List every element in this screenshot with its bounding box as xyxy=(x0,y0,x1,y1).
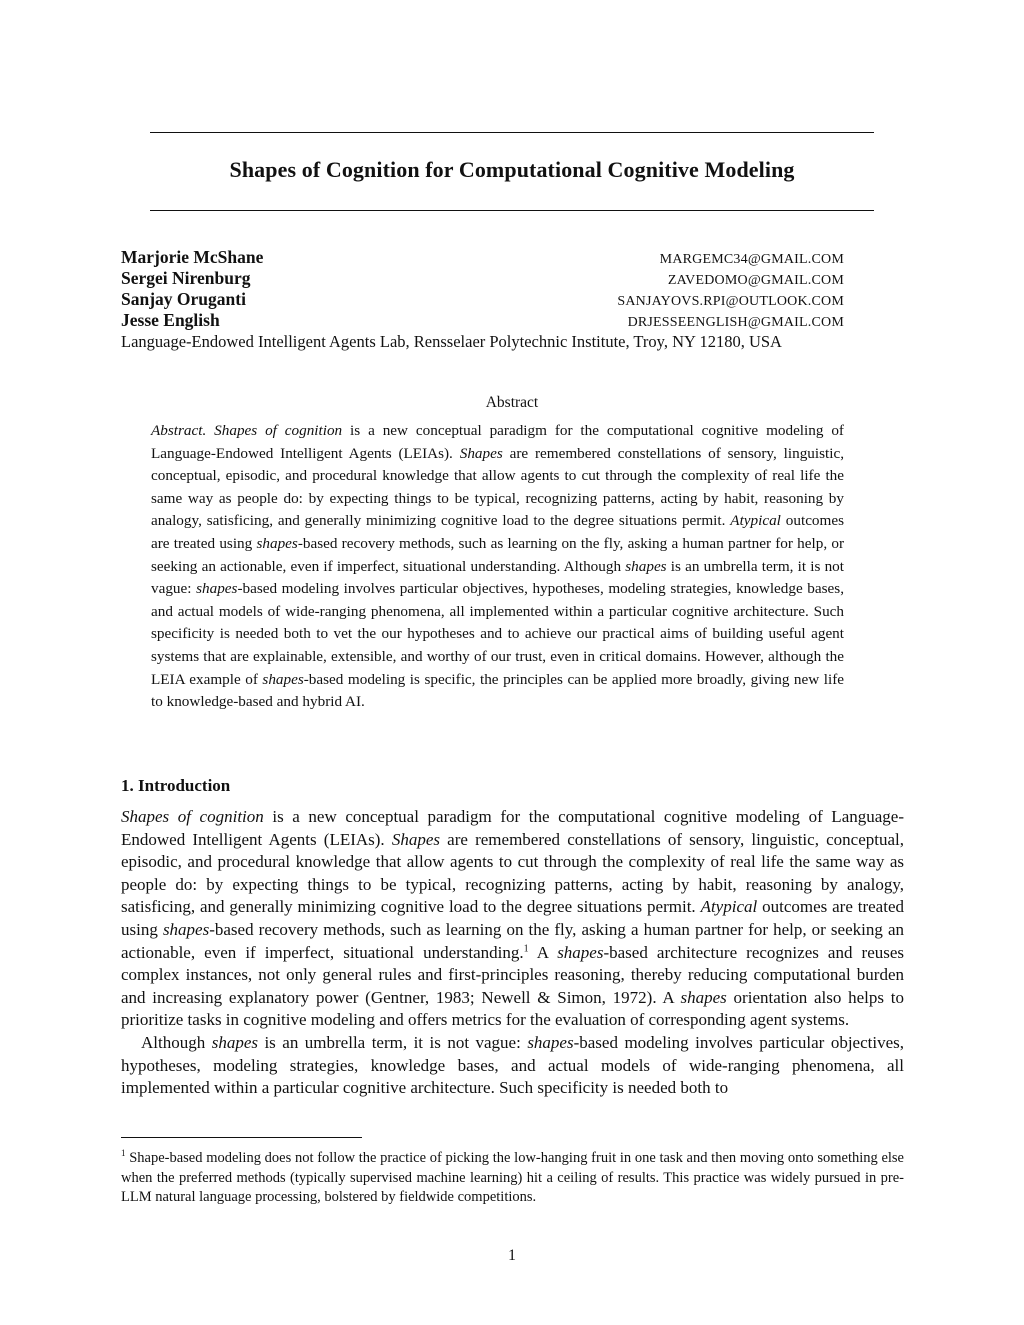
section-heading-introduction: 1. Introduction xyxy=(121,776,231,795)
affiliation: Language-Endowed Intelligent Agents Lab, Rensselaer Polytechnic Institute, Troy, NY 12180, USA xyxy=(121,332,782,351)
paper-title: Shapes of Cognition for Computational Cognitive Modeling xyxy=(229,157,795,182)
italic-text: Shapes of cognition xyxy=(121,807,264,826)
footnote-text: Shape-based modeling does not follow the practice of picking the low-hanging fruit in one task and then moving onto something else when the preferred methods (typically supervised machine learning) hit a ceiling of results. This practice was widely pursued in pre-LLM natural language processing, bolstered by fieldwide competitions. xyxy=(121,1150,904,1205)
title-top-rule xyxy=(150,132,874,133)
text-run: outcomes are treated using xyxy=(151,512,844,552)
author-email: MARGEMC34@GMAIL.COM xyxy=(659,252,844,267)
text-run: -based recovery methods, such as learning on the fly, asking a human partner for help, or seeking an actionable, even if imperfect, situational understanding. Although xyxy=(151,534,845,575)
author-row xyxy=(121,310,844,331)
italic-text: shapes xyxy=(196,580,238,598)
text-run: is a new conceptual paradigm for the computational cognitive modeling of Language-Endowed Intelligent Agents (LEIAs). xyxy=(151,422,844,462)
text-run: is an umbrella term, it is not vague: xyxy=(257,1032,528,1052)
text-run: A xyxy=(528,942,558,962)
text-run: -based architecture recognizes and reuses complex instances, not only general rules and first-principles reasoning, thereby reducing computational burden and increasing explanatory power (Gentner, 1983; Newell & Simon, 1972). A xyxy=(121,942,905,1007)
italic-text: Atypical xyxy=(730,512,781,530)
introduction-paragraph xyxy=(121,1032,904,1100)
author-email: ZAVEDOMO@GMAIL.COM xyxy=(667,273,844,288)
text-run: -based modeling involves particular objectives, hypotheses, modeling strategies, knowledge bases, and actual models of wide-ranging phenomena, all implemented within a particular cognitive architecture. Such specificity is needed both to vet the our hypotheses and to achieve our practical aims of building useful agent systems that are explainable, extensible, and worthy of our trust, even in critical domains. However, although the LEIA example of xyxy=(151,580,845,688)
text-run: -based modeling involves particular objectives, hypotheses, modeling strategies, knowledge bases, and actual models of wide-ranging phenomena, all implemented within a particular cognitive architecture. Such specificity is needed both to xyxy=(121,1032,904,1098)
italic-text: Atypical xyxy=(700,897,758,917)
text-run: are remembered constellations of sensory, linguistic, conceptual, episodic, and procedural knowledge that allow agents to cut through the complexity of real life the same way as people do: by expecting things to be typical, recognizing patterns, acting by habit, reasoning by analogy, satisficing, and generally minimizing cognitive load to the degree situations permit. xyxy=(121,829,904,917)
text-run: is an umbrella term, it is not vague: xyxy=(151,557,844,598)
italic-text: shapes xyxy=(557,942,604,962)
author-name: Sanjay Oruganti xyxy=(121,289,246,309)
author-row xyxy=(121,268,844,289)
page-number: 1 xyxy=(508,1247,516,1264)
italic-text: shapes xyxy=(211,1032,258,1052)
footnote xyxy=(121,1149,904,1208)
introduction-body xyxy=(121,806,904,1100)
author-name: Marjorie McShane xyxy=(121,247,264,267)
abstract-body xyxy=(151,420,844,714)
title-bottom-rule xyxy=(150,210,874,211)
text-run: -based modeling is specific, the principles can be applied more broadly, giving new life to knowledge-based and hybrid AI. xyxy=(151,670,844,711)
author-name: Jesse English xyxy=(121,310,220,330)
text-run: outcomes are treated using xyxy=(121,897,904,939)
italic-text: shapes xyxy=(625,557,667,575)
introduction-paragraph xyxy=(121,806,904,1032)
italic-text: shapes xyxy=(527,1032,574,1052)
italic-text: Abstract. Shapes of cognition xyxy=(151,422,343,439)
italic-text: shapes xyxy=(680,987,727,1007)
author-block xyxy=(121,247,844,352)
footnote-marker: 1 xyxy=(121,1148,126,1159)
text-run: are remembered constellations of sensory, linguistic, conceptual, episodic, and procedural knowledge that allow agents to cut through the complexity of real life the same way as people do: by expecting things to be typical, recognizing patterns, acting by habit, reasoning by analogy, satisficing, and generally minimizing cognitive load to the degree situations permit. xyxy=(151,444,844,530)
author-email: DRJESSEENGLISH@GMAIL.COM xyxy=(627,315,844,330)
author-row xyxy=(121,289,844,310)
text-run: orientation also helps to prioritize tasks in cognitive modeling and offers metrics for the evaluation of corresponding agent systems. xyxy=(121,987,904,1030)
abstract-heading: Abstract xyxy=(485,394,539,411)
author-name: Sergei Nirenburg xyxy=(121,268,251,288)
italic-text: shapes xyxy=(262,670,304,688)
italic-text: shapes xyxy=(256,534,298,552)
footnote-divider xyxy=(121,1137,362,1138)
italic-text: Shapes xyxy=(391,829,441,849)
author-email: SANJAYOVS.RPI@OUTLOOK.COM xyxy=(617,294,844,309)
text-run: -based recovery methods, such as learning on the fly, asking a human partner for help, or seeking an actionable, even if imperfect, situational understanding. xyxy=(121,919,904,962)
text-run: is a new conceptual paradigm for the computational cognitive modeling of Language-Endowed Intelligent Agents (LEIAs). xyxy=(121,807,904,849)
footnote-reference: 1 xyxy=(523,942,529,954)
italic-text: shapes xyxy=(162,919,210,939)
italic-text: Shapes xyxy=(459,444,503,462)
text-run: Although xyxy=(141,1032,212,1052)
author-row xyxy=(121,247,844,268)
